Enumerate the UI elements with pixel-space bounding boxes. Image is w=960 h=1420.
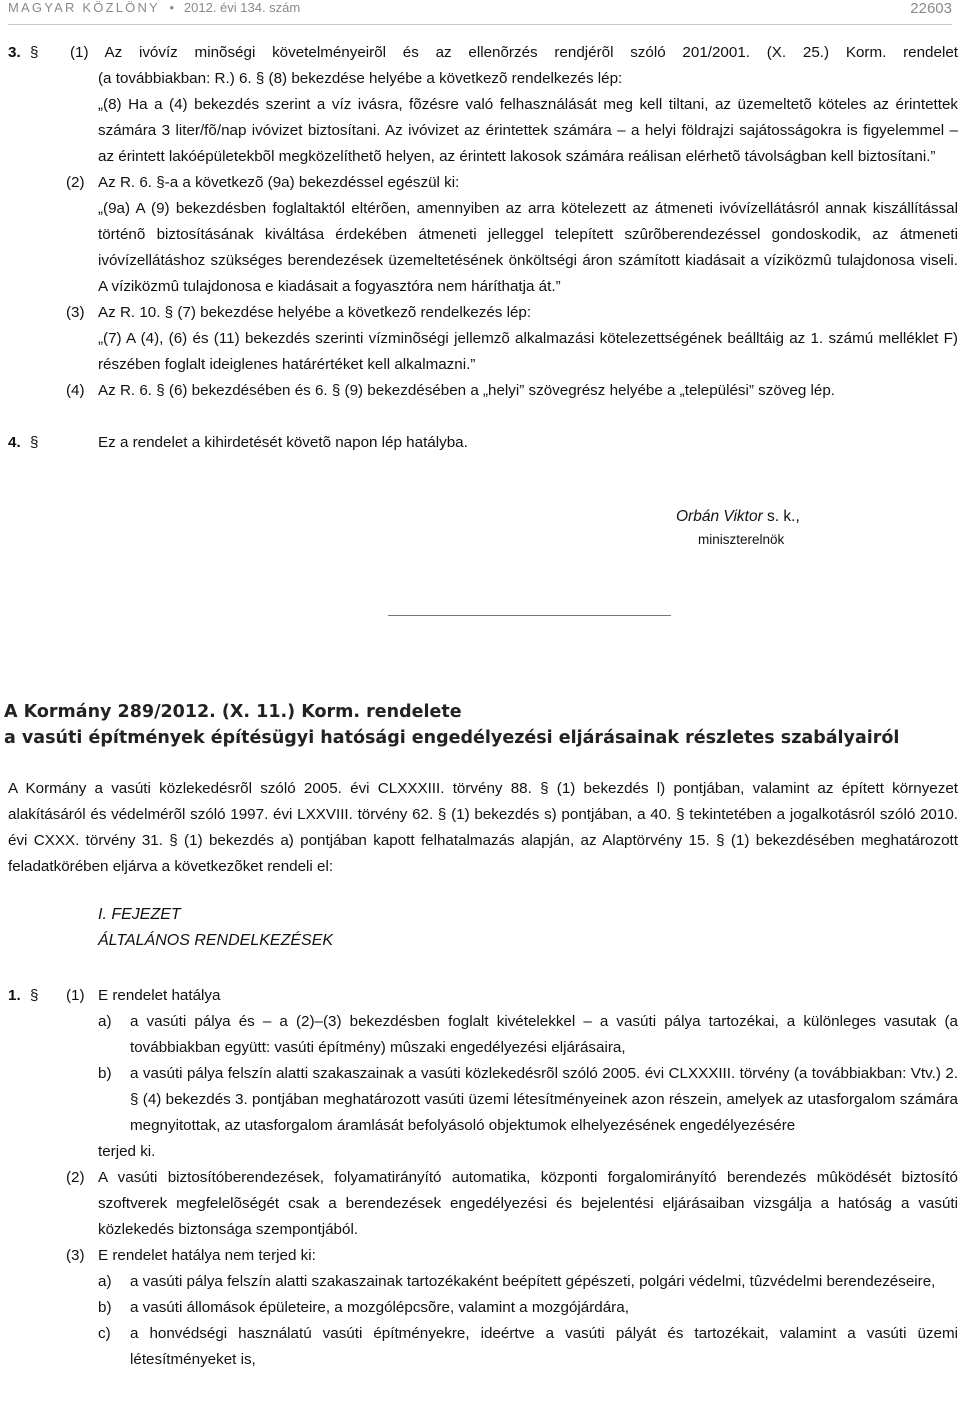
section-4-text: Ez a rendelet a kihirdetését követõ napon lép hatályba. xyxy=(98,434,468,451)
decree-subtitle: a vasúti építmények építésügyi hatósági engedélyezési eljárásainak részletes szabályairól xyxy=(4,728,900,748)
signer-suffix: s. k., xyxy=(762,508,800,525)
section-1 xyxy=(8,983,958,1373)
preamble: A Kormány a vasúti közlekedésrõl szóló 2005. évi CLXXXIII. törvény 88. § (1) bekezdés l) pontjában, valamint az épített környezet alakításáról és védelmérõl szóló 1997. évi LXXVIII. törvény 62. § (1) bekezdés s) pontjában, a 40. § tekintetében a jogalkotásról szóló 2010. évi CXXX. törvény 31. § (1) bekezdés a) pontjában kapott felhatalmazás alapján, az Alaptörvény 15. § (1) bekezdésében meghatározott feladatkörében eljárva a következõket rendeli el: xyxy=(8,780,958,875)
page-header xyxy=(8,0,952,25)
exclusion-c xyxy=(8,1321,958,1373)
point-b xyxy=(8,1061,958,1139)
point-label: b) xyxy=(98,1299,112,1316)
point-text: a vasúti pálya és – a (2)–(3) bekezdésben foglalt kivételekkel – a vasúti pálya tartozékai, a különleges vasutak (a továbbiakban együtt: vasúti építmény) mûszaki engedélyezési eljárásaira, xyxy=(130,1013,958,1056)
chapter-title: ÁLTALÁNOS RENDELKEZÉSEK xyxy=(98,932,334,949)
para-1-line-1: (1) Az ivóvíz minõségi követelményeirõl és az ellenõrzés rendjérõl szóló 201/2001. (X. 25.) Korm. rendelet xyxy=(70,44,958,61)
section-sign: § xyxy=(30,44,39,61)
signature-name xyxy=(676,508,800,526)
decree-title: A Kormány 289/2012. (X. 11.) Korm. rendelete xyxy=(4,702,462,722)
para-1-line-2: (a továbbiakban: R.) 6. § (8) bekezdése helyébe a következõ rendelkezés lép: xyxy=(98,70,623,87)
journal-info xyxy=(8,0,300,15)
para-label: (2) xyxy=(66,174,85,191)
section-sign: § xyxy=(30,987,39,1004)
para-text: E rendelet hatálya nem terjed ki: xyxy=(98,1247,316,1264)
section-3-para-4 xyxy=(8,378,958,404)
section-3-para-3 xyxy=(8,300,958,326)
para-label: (3) xyxy=(66,1247,85,1264)
point-text: a vasúti pálya felszín alatti szakaszainak tartozékaként beépített gépészeti, polgári védelmi, tûzvédelmi berendezéseire, xyxy=(130,1273,936,1290)
divider-line xyxy=(388,615,671,616)
section-3-para-1 xyxy=(8,40,958,66)
point-text: a honvédségi használatú vasúti építményekre, ideértve a vasúti pályát és tartozékait, valamint a vasúti üzemi létesítményeket is, xyxy=(130,1325,958,1368)
quote-8: „(8) Ha a (4) bekezdés szerint a víz ivásra, fõzésre való felhasználását meg kell tiltani, az üzemeltetõ köteles az érintettek számára 3 liter/fõ/nap ivóvizet biztosítani. Az ivóvizet az érintettek számára – a helyi földrajzi sajátosságokra is figyelemmel – az érintett lakóépületekbõl megközelíthetõ helyen, az érintett lakosok számára reálisan elérhetõ távolságban kell biztosítani.” xyxy=(98,96,958,165)
para-label: (3) xyxy=(66,304,85,321)
para-label: (4) xyxy=(66,382,85,399)
section-3 xyxy=(8,40,958,404)
point-a xyxy=(8,1009,958,1061)
page-number: 22603 xyxy=(910,0,952,17)
para-label: (2) xyxy=(66,1169,85,1186)
point-text: a vasúti pálya felszín alatti szakaszainak a vasúti közlekedésrõl szóló 2005. évi CLXXXIII. törvény (a továbbiakban: Vtv.) 2. § (4) bekezdés 3. pontjában meghatározott vasúti üzemi létesítményeinek azon részein, amelyek az utasforgalom számára megnyitottak, az utasforgalom áramlását befolyásoló objektumok elhelyezésének engedélyezésére xyxy=(130,1065,958,1134)
para-1-tail: terjed ki. xyxy=(98,1143,156,1160)
point-label: b) xyxy=(98,1065,112,1082)
section-number: 3. xyxy=(8,44,21,61)
chapter-number: I. FEJEZET xyxy=(98,906,181,923)
section-1-para-1 xyxy=(8,983,958,1009)
journal-title: MAGYAR KÖZLÖNY xyxy=(8,0,160,15)
section-4 xyxy=(8,430,958,456)
point-label: a) xyxy=(98,1013,112,1030)
para-text: Az R. 10. § (7) bekezdése helyébe a következõ rendelkezés lép: xyxy=(98,304,532,321)
para-text: A vasúti biztosítóberendezések, folyamatirányító automatika, központi forgalomirányító berendezés mûködését biztosító szoftverek megfelelõségét csak a berendezések engedélyezési és bejelentési eljárásaiban vizsgálja a hatóság a vasúti közlekedés biztonsága szempontjából. xyxy=(98,1169,958,1238)
point-text: a vasúti állomások épületeire, a mozgólépcsõre, valamint a mozgójárdára, xyxy=(130,1299,629,1316)
section-3-para-2 xyxy=(8,170,958,196)
para-label: (1) xyxy=(66,987,85,1004)
bullet-separator: • xyxy=(169,0,175,15)
document-body xyxy=(8,40,958,456)
exclusion-a xyxy=(8,1269,958,1295)
exclusion-b xyxy=(8,1295,958,1321)
signer-title: miniszterelnök xyxy=(698,532,785,547)
quote-9a: „(9a) A (9) bekezdésben foglaltaktól eltérõen, amennyiben az arra kötelezett az átmeneti ivóvízellátásról annak kiszállítással történõ biztosításának kiváltása érdekében átmeneti jelleggel telepített szûrõberendezéssel gondoskodik, az átmeneti ivóvízellátáshoz szükséges berendezések üzemeltetésének önköltségi áron számított kiadásait a víziközmû tulajdonosa viseli. A víziközmû tulajdonosa e kiadásait a fogyasztóra nem háríthatja át.” xyxy=(98,200,958,295)
section-number: 1. xyxy=(8,987,21,1004)
section-sign: § xyxy=(30,434,39,451)
section-number: 4. xyxy=(8,434,21,451)
section-1-para-3 xyxy=(8,1243,958,1269)
para-text: Az R. 6. §-a a következõ (9a) bekezdéssel egészül ki: xyxy=(98,174,460,191)
section-1-para-2 xyxy=(8,1165,958,1243)
para-text: Az R. 6. § (6) bekezdésében és 6. § (9) bekezdésében a „helyi” szövegrész helyébe a „települési” szöveg lép. xyxy=(98,382,836,399)
para-text: E rendelet hatálya xyxy=(98,987,221,1004)
signer-name: Orbán Viktor xyxy=(676,508,763,525)
quote-7: „(7) A (4), (6) és (11) bekezdés szerinti vízminõségi jellemzõ alkalmazási kötelezettségének beálltáig az 1. számú melléklet F) részében foglalt ideiglenes határértéket kell alkalmazni.” xyxy=(98,330,958,373)
issue-number: 2012. évi 134. szám xyxy=(183,0,301,15)
point-label: c) xyxy=(98,1325,111,1342)
point-label: a) xyxy=(98,1273,112,1290)
